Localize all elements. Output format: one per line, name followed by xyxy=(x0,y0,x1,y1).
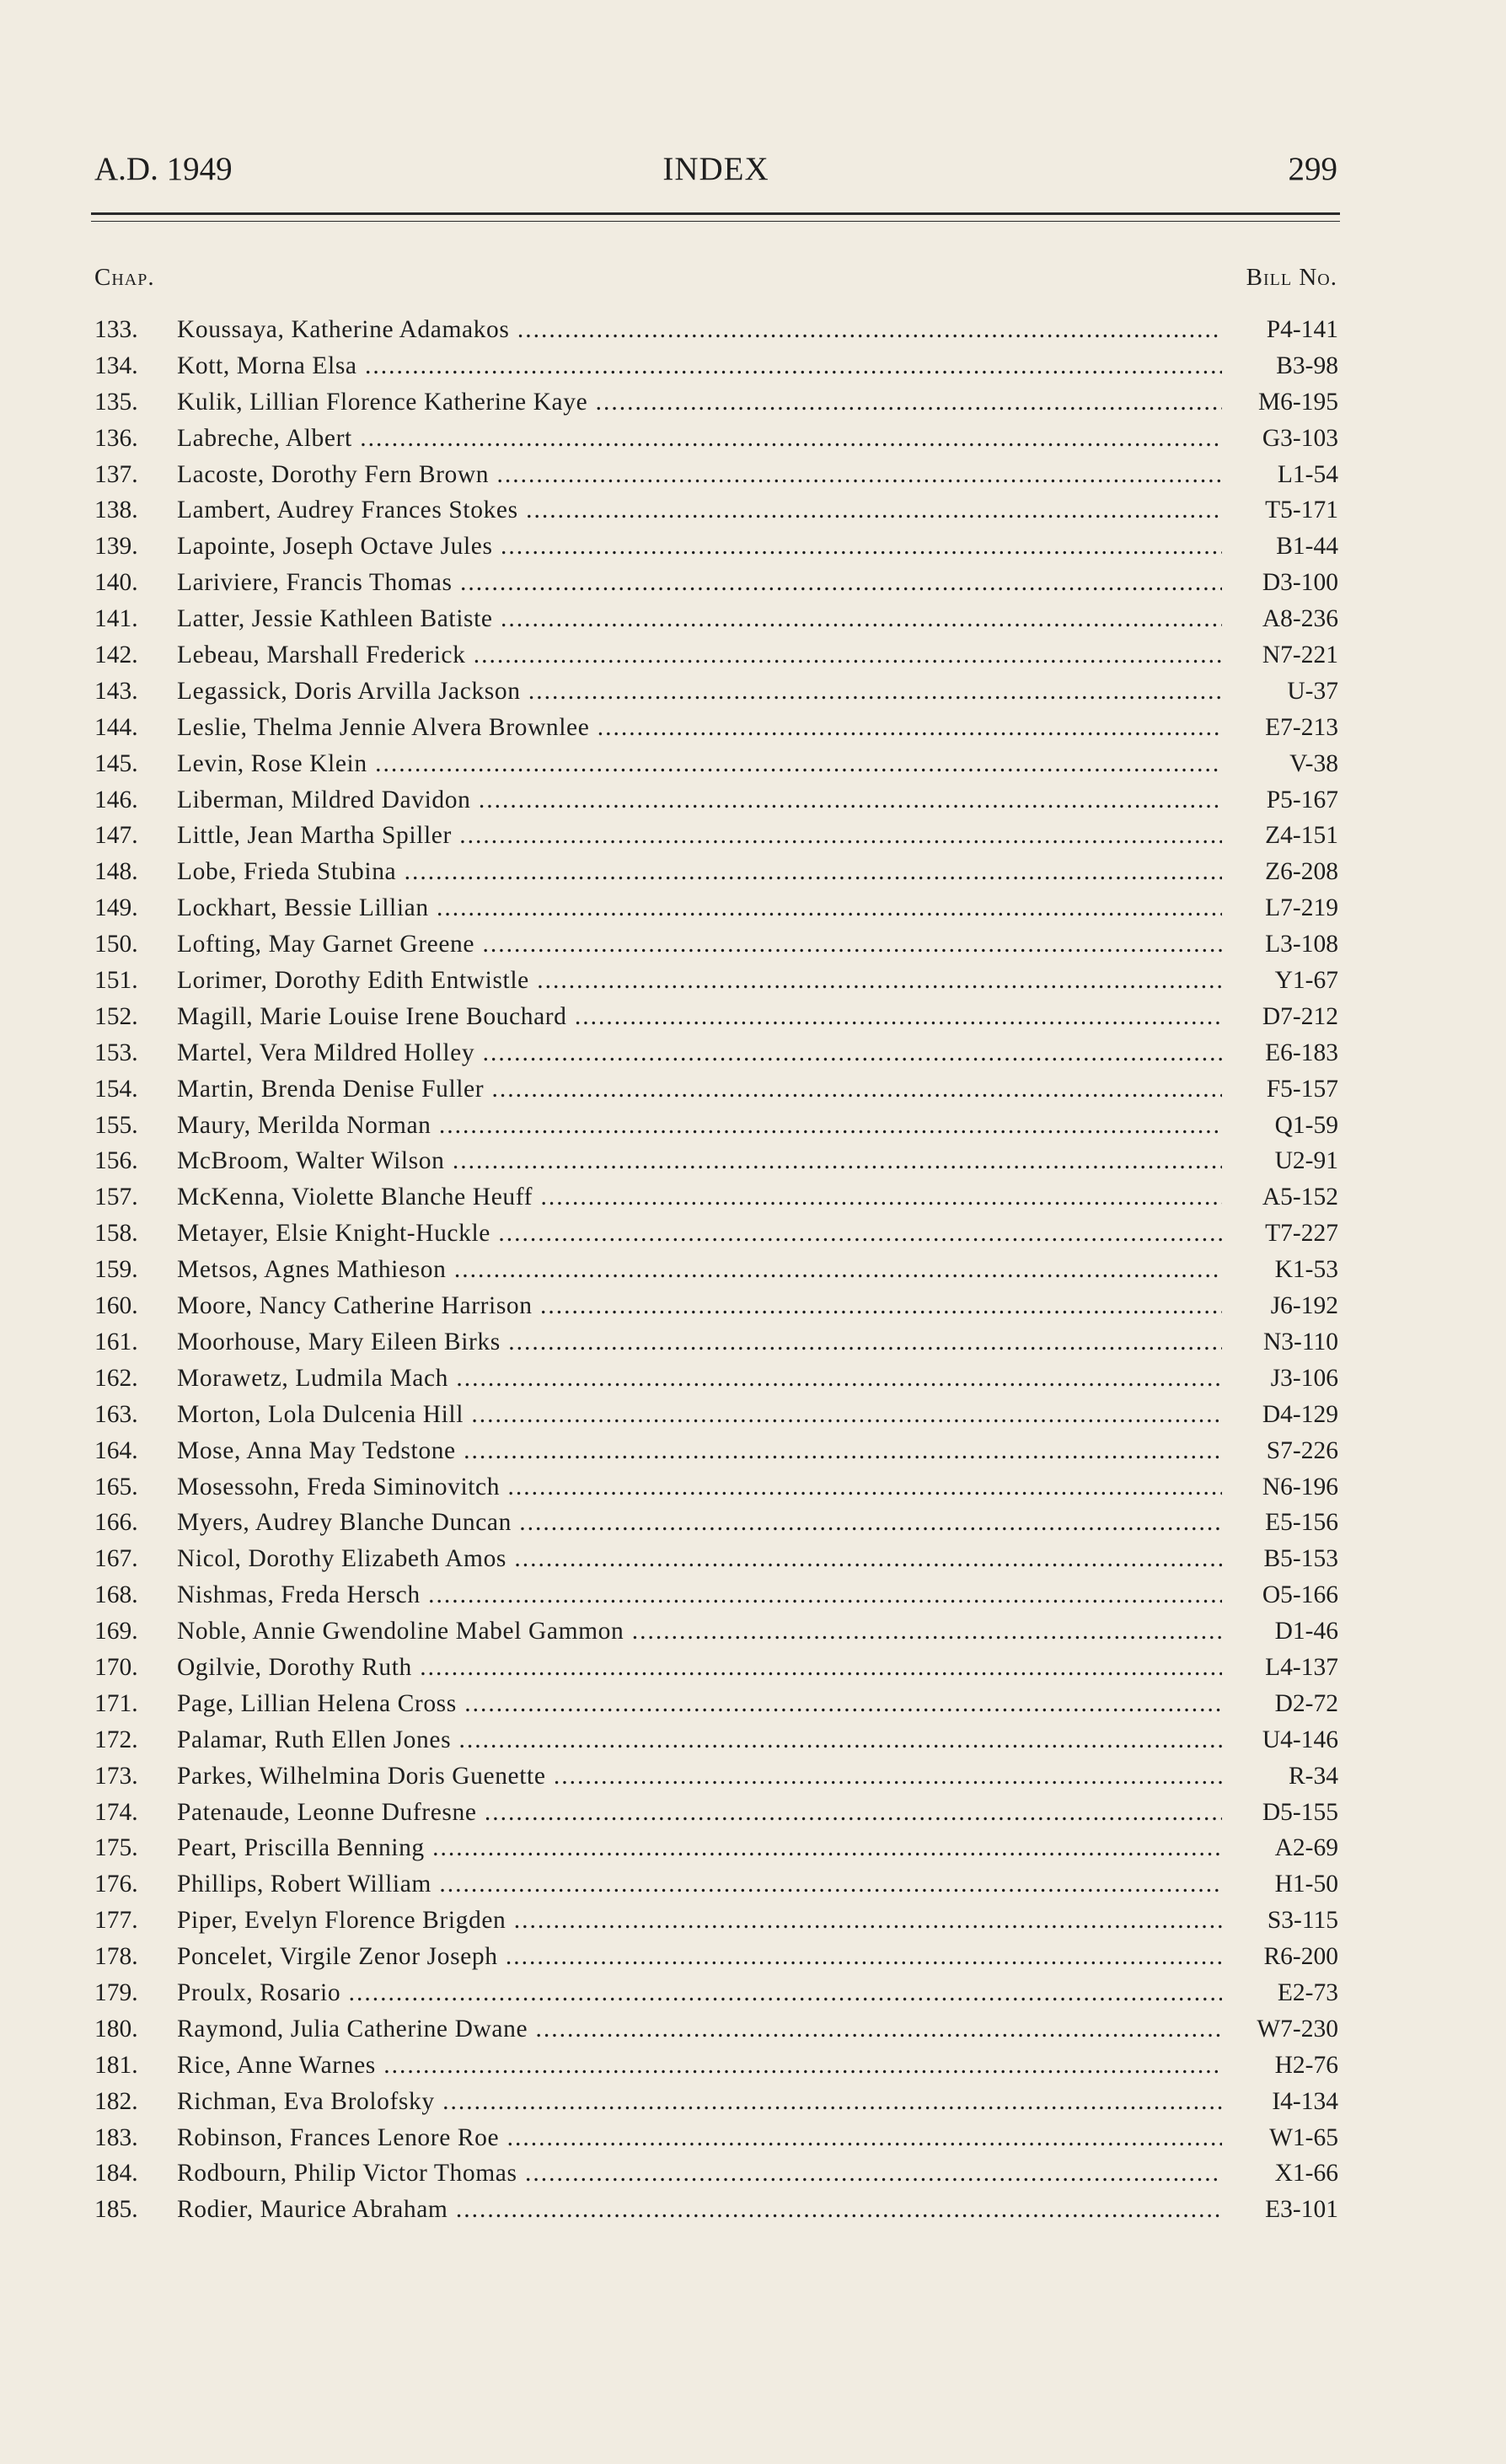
index-entry xyxy=(94,565,1338,601)
chapter-number: 169. xyxy=(94,1618,138,1645)
index-entry xyxy=(94,963,1338,999)
bill-number: U4-146 xyxy=(1262,1726,1338,1753)
index-entry xyxy=(94,312,1338,348)
bill-number: L4-137 xyxy=(1265,1653,1338,1681)
person-name: Nishmas, Freda Hersch ..... xyxy=(177,1577,1222,1613)
index-entry xyxy=(94,348,1338,384)
bill-number: A8-236 xyxy=(1262,605,1338,633)
bill-number: X1-66 xyxy=(1274,2160,1338,2188)
page-header xyxy=(94,150,1337,192)
index-entry xyxy=(94,1288,1338,1324)
person-name: Legassick, Doris Arvilla Jackson ..... xyxy=(177,674,1222,710)
index-entry xyxy=(94,926,1338,963)
chapter-number: 146. xyxy=(94,786,138,813)
bill-number: E3-101 xyxy=(1265,2196,1338,2224)
index-entry xyxy=(94,1650,1338,1686)
index-entry xyxy=(94,854,1338,890)
person-name: Morawetz, Ludmila Mach ..... xyxy=(177,1361,1222,1397)
person-name: Magill, Marie Louise Irene Bouchard ..... xyxy=(177,999,1222,1035)
person-name: Koussaya, Katherine Adamakos ..... xyxy=(177,312,1222,348)
chapter-number: 134. xyxy=(94,352,138,379)
index-entry xyxy=(94,1324,1338,1361)
year-label: A.D. 1949 xyxy=(94,151,233,187)
index-entry xyxy=(94,2155,1338,2192)
page-title: INDEX xyxy=(662,151,769,187)
chapter-number: 174. xyxy=(94,1798,138,1826)
bill-number: W1-65 xyxy=(1269,2123,1338,2151)
index-entry xyxy=(94,384,1338,421)
chapter-number: 161. xyxy=(94,1328,138,1355)
bill-number: D7-212 xyxy=(1262,1002,1338,1030)
chapter-number: 140. xyxy=(94,569,138,597)
bill-number: P4-141 xyxy=(1266,316,1338,343)
person-name: Myers, Audrey Blanche Duncan ..... xyxy=(177,1505,1222,1541)
index-entry xyxy=(94,421,1338,457)
person-name: Lobe, Frieda Stubina ..... xyxy=(177,854,1222,890)
index-entry xyxy=(94,890,1338,926)
index-entry xyxy=(94,1903,1338,1939)
index-entry xyxy=(94,782,1338,819)
chapter-number: 166. xyxy=(94,1509,138,1537)
bill-number: R-34 xyxy=(1289,1762,1338,1790)
bill-number: N3-110 xyxy=(1262,1328,1338,1355)
chapter-number: 177. xyxy=(94,1907,138,1935)
person-name: Liberman, Mildred Davidon ..... xyxy=(177,782,1222,819)
index-entry xyxy=(94,1866,1338,1903)
person-name: Rodier, Maurice Abraham ..... xyxy=(177,2192,1222,2228)
bill-number: D1-46 xyxy=(1274,1618,1338,1645)
index-entry xyxy=(94,1541,1338,1577)
bill-number: K1-53 xyxy=(1274,1256,1338,1284)
bill-number: U-37 xyxy=(1287,677,1338,705)
person-name: Moore, Nancy Catherine Harrison ..... xyxy=(177,1288,1222,1324)
chap-column-header: Chap. xyxy=(94,264,155,291)
person-name: Martin, Brenda Denise Fuller ..... xyxy=(177,1071,1222,1108)
index-entry xyxy=(94,1143,1338,1179)
bill-number: I4-134 xyxy=(1272,2087,1338,2115)
bill-number: D2-72 xyxy=(1274,1689,1338,1717)
chapter-number: 156. xyxy=(94,1147,138,1175)
person-name: Piper, Evelyn Florence Brigden ..... xyxy=(177,1903,1222,1939)
chapter-number: 133. xyxy=(94,316,138,343)
person-name: Parkes, Wilhelmina Doris Guenette ..... xyxy=(177,1758,1222,1795)
person-name: McBroom, Walter Wilson ..... xyxy=(177,1143,1222,1179)
bill-number: G3-103 xyxy=(1262,424,1338,452)
person-name: Palamar, Ruth Ellen Jones ..... xyxy=(177,1722,1222,1758)
bill-number: H2-76 xyxy=(1274,2051,1338,2079)
bill-number: S7-226 xyxy=(1266,1436,1338,1464)
chapter-number: 180. xyxy=(94,2015,138,2043)
index-entry xyxy=(94,2192,1338,2228)
bill-number: L7-219 xyxy=(1265,894,1338,922)
index-entry xyxy=(94,1071,1338,1108)
bill-number: A5-152 xyxy=(1262,1184,1338,1211)
chapter-number: 139. xyxy=(94,533,138,561)
index-entry xyxy=(94,1686,1338,1722)
index-entry xyxy=(94,1252,1338,1288)
chapter-number: 164. xyxy=(94,1436,138,1464)
index-entry xyxy=(94,2011,1338,2048)
index-entry xyxy=(94,818,1338,854)
index-entry xyxy=(94,1397,1338,1433)
person-name: Mose, Anna May Tedstone ..... xyxy=(177,1433,1222,1469)
bill-number: L1-54 xyxy=(1277,460,1338,488)
person-name: Moorhouse, Mary Eileen Birks ..... xyxy=(177,1324,1222,1361)
bill-number: Z6-208 xyxy=(1265,858,1338,886)
person-name: Lariviere, Francis Thomas ..... xyxy=(177,565,1222,601)
person-name: Peart, Priscilla Benning ..... xyxy=(177,1830,1222,1866)
bill-number: V-38 xyxy=(1289,749,1338,777)
page-number: 299 xyxy=(1288,151,1337,187)
person-name: Mosessohn, Freda Siminovitch ..... xyxy=(177,1469,1222,1506)
chapter-number: 158. xyxy=(94,1220,138,1248)
person-name: Rice, Anne Warnes ..... xyxy=(177,2048,1222,2084)
person-name: Levin, Rose Klein ..... xyxy=(177,746,1222,782)
index-entry xyxy=(94,1758,1338,1795)
person-name: Richman, Eva Brolofsky ..... xyxy=(177,2084,1222,2120)
person-name: Rodbourn, Philip Victor Thomas ..... xyxy=(177,2155,1222,2192)
index-entry xyxy=(94,1433,1338,1469)
index-entry xyxy=(94,529,1338,565)
bill-number: N6-196 xyxy=(1262,1473,1338,1500)
bill-number: Y1-67 xyxy=(1274,967,1338,995)
person-name: Maury, Merilda Norman ..... xyxy=(177,1108,1222,1144)
chapter-number: 159. xyxy=(94,1256,138,1284)
index-entry xyxy=(94,2048,1338,2084)
chapter-number: 142. xyxy=(94,641,138,669)
bill-number: J3-106 xyxy=(1270,1364,1338,1392)
person-name: Leslie, Thelma Jennie Alvera Brownlee ..... xyxy=(177,710,1222,746)
bill-number: E2-73 xyxy=(1277,1978,1338,2006)
chapter-number: 163. xyxy=(94,1400,138,1428)
bill-number: P5-167 xyxy=(1266,786,1338,813)
chapter-number: 157. xyxy=(94,1184,138,1211)
index-entry xyxy=(94,1975,1338,2011)
person-name: Lebeau, Marshall Frederick ..... xyxy=(177,637,1222,674)
person-name: Latter, Jessie Kathleen Batiste ..... xyxy=(177,601,1222,637)
bill-column-header: Bill No. xyxy=(1246,264,1337,291)
person-name: Poncelet, Virgile Zenor Joseph ..... xyxy=(177,1939,1222,1975)
bill-number: Q1-59 xyxy=(1274,1111,1338,1139)
person-name: Page, Lillian Helena Cross ..... xyxy=(177,1686,1222,1722)
person-name: Raymond, Julia Catherine Dwane ..... xyxy=(177,2011,1222,2048)
chapter-number: 150. xyxy=(94,931,138,958)
bill-number: E5-156 xyxy=(1265,1509,1338,1537)
person-name: Nicol, Dorothy Elizabeth Amos ..... xyxy=(177,1541,1222,1577)
index-entry xyxy=(94,1216,1338,1252)
person-name: Lorimer, Dorothy Edith Entwistle ..... xyxy=(177,963,1222,999)
chapter-number: 184. xyxy=(94,2160,138,2188)
chapter-number: 137. xyxy=(94,460,138,488)
index-entry xyxy=(94,674,1338,710)
person-name: Metsos, Agnes Mathieson ..... xyxy=(177,1252,1222,1288)
chapter-number: 165. xyxy=(94,1473,138,1500)
index-entry xyxy=(94,1179,1338,1216)
bill-number: M6-195 xyxy=(1257,388,1338,416)
person-name: Phillips, Robert William ..... xyxy=(177,1866,1222,1903)
person-name: Kott, Morna Elsa ..... xyxy=(177,348,1222,384)
chapter-number: 175. xyxy=(94,1834,138,1862)
chapter-number: 135. xyxy=(94,388,138,416)
index-entry xyxy=(94,1108,1338,1144)
chapter-number: 171. xyxy=(94,1689,138,1717)
chapter-number: 182. xyxy=(94,2087,138,2115)
index-entry xyxy=(94,1795,1338,1831)
person-name: Lambert, Audrey Frances Stokes ..... xyxy=(177,492,1222,529)
bill-number: E6-183 xyxy=(1265,1039,1338,1066)
index-entry xyxy=(94,1361,1338,1397)
chapter-number: 162. xyxy=(94,1364,138,1392)
bill-number: W7-230 xyxy=(1257,2015,1338,2043)
index-entry xyxy=(94,601,1338,637)
index-entry xyxy=(94,1613,1338,1650)
header-rule-thin xyxy=(91,221,1340,222)
bill-number: U2-91 xyxy=(1274,1147,1338,1175)
chapter-number: 173. xyxy=(94,1762,138,1790)
bill-number: N7-221 xyxy=(1262,641,1338,669)
chapter-number: 178. xyxy=(94,1943,138,1971)
chapter-number: 170. xyxy=(94,1653,138,1681)
bill-number: H1-50 xyxy=(1274,1871,1338,1898)
chapter-number: 183. xyxy=(94,2123,138,2151)
chapter-number: 143. xyxy=(94,677,138,705)
chapter-number: 145. xyxy=(94,749,138,777)
index-entry xyxy=(94,999,1338,1035)
bill-number: E7-213 xyxy=(1265,713,1338,741)
person-name: Lofting, May Garnet Greene ..... xyxy=(177,926,1222,963)
bill-number: F5-157 xyxy=(1266,1075,1338,1103)
chapter-number: 172. xyxy=(94,1726,138,1753)
bill-number: D3-100 xyxy=(1262,569,1338,597)
chapter-number: 136. xyxy=(94,424,138,452)
index-list xyxy=(94,312,1338,2228)
person-name: Ogilvie, Dorothy Ruth ..... xyxy=(177,1650,1222,1686)
bill-number: J6-192 xyxy=(1270,1292,1338,1320)
bill-number: Z4-151 xyxy=(1265,822,1338,850)
chapter-number: 151. xyxy=(94,967,138,995)
chapter-number: 141. xyxy=(94,605,138,633)
person-name: Lacoste, Dorothy Fern Brown ..... xyxy=(177,457,1222,493)
person-name: Little, Jean Martha Spiller ..... xyxy=(177,818,1222,854)
chapter-number: 181. xyxy=(94,2051,138,2079)
bill-number: S3-115 xyxy=(1267,1907,1338,1935)
person-name: McKenna, Violette Blanche Heuff ..... xyxy=(177,1179,1222,1216)
chapter-number: 144. xyxy=(94,713,138,741)
chapter-number: 148. xyxy=(94,858,138,886)
bill-number: R6-200 xyxy=(1263,1943,1338,1971)
chapter-number: 176. xyxy=(94,1871,138,1898)
person-name: Kulik, Lillian Florence Katherine Kaye ..... xyxy=(177,384,1222,421)
chapter-number: 179. xyxy=(94,1978,138,2006)
bill-number: D5-155 xyxy=(1262,1798,1338,1826)
person-name: Lockhart, Bessie Lillian ..... xyxy=(177,890,1222,926)
index-entry xyxy=(94,1469,1338,1506)
index-entry xyxy=(94,1722,1338,1758)
chapter-number: 152. xyxy=(94,1002,138,1030)
person-name: Robinson, Frances Lenore Roe ..... xyxy=(177,2120,1222,2156)
bill-number: D4-129 xyxy=(1262,1400,1338,1428)
bill-number: A2-69 xyxy=(1274,1834,1338,1862)
chapter-number: 185. xyxy=(94,2196,138,2224)
index-entry xyxy=(94,1505,1338,1541)
person-name: Patenaude, Leonne Dufresne ..... xyxy=(177,1795,1222,1831)
chapter-number: 153. xyxy=(94,1039,138,1066)
person-name: Martel, Vera Mildred Holley ..... xyxy=(177,1035,1222,1071)
chapter-number: 168. xyxy=(94,1581,138,1609)
person-name: Proulx, Rosario ..... xyxy=(177,1975,1222,2011)
bill-number: L3-108 xyxy=(1265,931,1338,958)
index-entry xyxy=(94,637,1338,674)
person-name: Labreche, Albert ..... xyxy=(177,421,1222,457)
bill-number: B1-44 xyxy=(1276,533,1338,561)
header-rule-thick xyxy=(91,212,1340,215)
chapter-number: 167. xyxy=(94,1545,138,1573)
bill-number: B3-98 xyxy=(1276,352,1338,379)
chapter-number: 138. xyxy=(94,497,138,524)
person-name: Morton, Lola Dulcenia Hill ..... xyxy=(177,1397,1222,1433)
index-entry xyxy=(94,1830,1338,1866)
chapter-number: 147. xyxy=(94,822,138,850)
index-entry xyxy=(94,457,1338,493)
bill-number: B5-153 xyxy=(1263,1545,1338,1573)
index-entry xyxy=(94,1035,1338,1071)
chapter-number: 154. xyxy=(94,1075,138,1103)
bill-number: O5-166 xyxy=(1262,1581,1338,1609)
chapter-number: 149. xyxy=(94,894,138,922)
index-entry xyxy=(94,746,1338,782)
index-entry xyxy=(94,1577,1338,1613)
index-entry xyxy=(94,2120,1338,2156)
index-entry xyxy=(94,1939,1338,1975)
person-name: Noble, Annie Gwendoline Mabel Gammon ..... xyxy=(177,1613,1222,1650)
index-entry xyxy=(94,492,1338,529)
person-name: Metayer, Elsie Knight-Huckle ..... xyxy=(177,1216,1222,1252)
chapter-number: 160. xyxy=(94,1292,138,1320)
index-entry xyxy=(94,710,1338,746)
bill-number: T7-227 xyxy=(1265,1220,1338,1248)
index-entry xyxy=(94,2084,1338,2120)
person-name: Lapointe, Joseph Octave Jules ..... xyxy=(177,529,1222,565)
bill-number: T5-171 xyxy=(1265,497,1338,524)
chapter-number: 155. xyxy=(94,1111,138,1139)
